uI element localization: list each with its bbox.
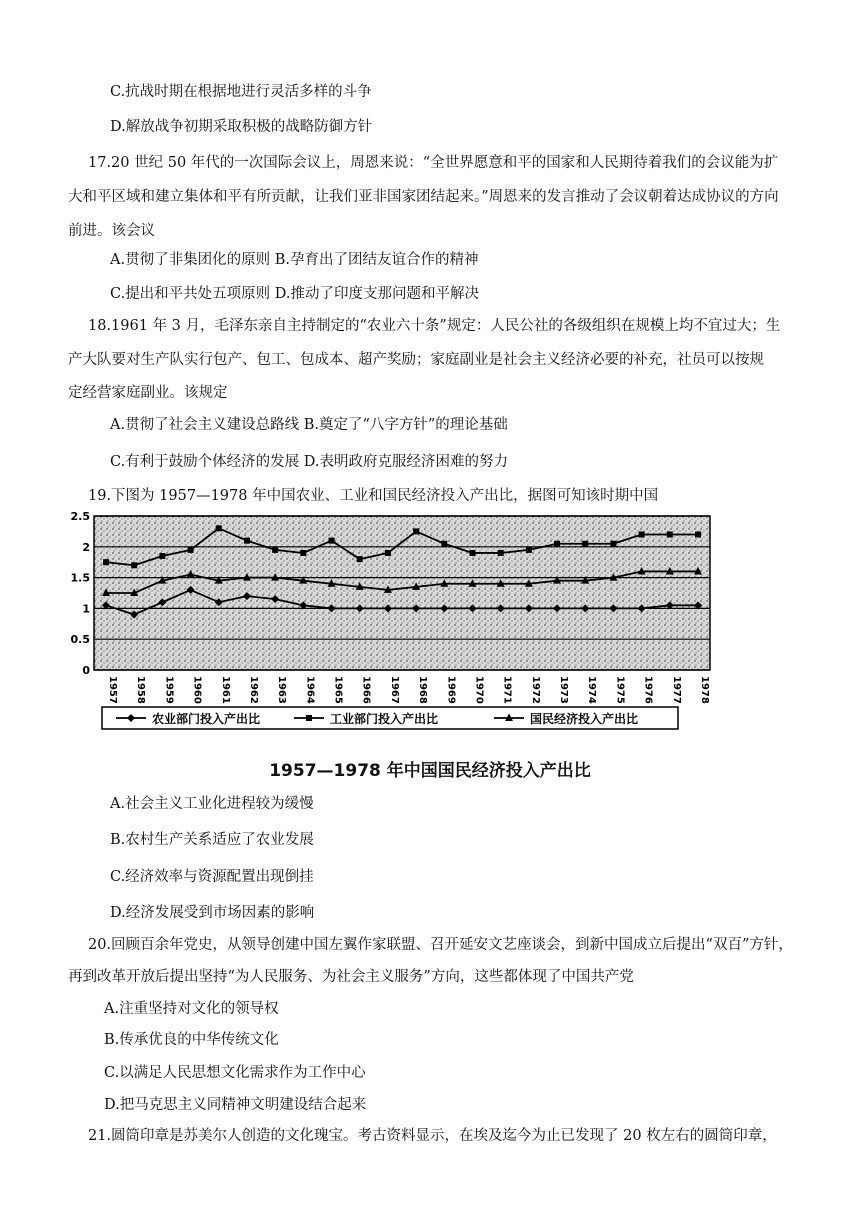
q17-options-row-2: C.提出和平共处五项原则 D.推动了印度支那问题和平解决 [110,286,480,302]
data-point [639,531,645,537]
data-point [131,562,137,568]
x-tick-label: 1961 [219,676,231,704]
plot-area [94,516,710,670]
x-tick-label: 1964 [304,676,316,704]
x-tick-label: 1974 [586,676,598,704]
q19-option-d: D.经济发展受到市场因素的影响 [110,905,315,921]
data-point [667,531,673,537]
legend-label: 国民经济投入产出比 [530,712,639,726]
x-tick-label: 1968 [417,676,429,704]
data-point [272,547,278,553]
data-point [159,553,165,559]
y-tick-label: 1 [82,602,90,616]
data-point [103,559,109,565]
q17-stem-line-1: 17.20 世纪 50 年代的一次国际会议上，周恩来说：“全世界愿意和平的国家和人民期待着我们的会议能为扩 [88,155,779,171]
x-tick-label: 1976 [642,676,654,704]
data-point [498,550,504,556]
data-point [244,538,250,544]
data-point [385,550,391,556]
q21-stem-line-1: 21.圆筒印章是苏美尔人创造的文化瑰宝。考古资料显示，在埃及迄今为止已发现了 20 枚左右的圆筒印章， [88,1128,777,1144]
x-tick-label: 1959 [163,676,175,704]
q18-stem-line-1: 18.1961 年 3 月，毛泽东亲自主持制定的“农业六十条”规定：人民公社的各级组织在规模上均不宜过大；生 [88,318,781,334]
data-point [441,541,447,547]
q18-options-row-2: C.有利于鼓励个体经济的发展 D.表明政府克服经济困难的努力 [110,454,509,470]
data-point [329,538,335,544]
y-tick-label: 0 [82,664,90,677]
q19-option-b: B.农村生产关系适应了农业发展 [110,832,314,848]
q20-option-b: B.传承优良的中华传统文化 [104,1032,279,1048]
x-tick-label: 1965 [332,676,344,704]
x-tick-label: 1966 [360,676,372,704]
q19-stem: 19.下图为 1957—1978 年中国农业、工业和国民经济投入产出比，据图可知该时期中国 [88,488,659,504]
data-point [413,528,419,534]
q19-option-a: A.社会主义工业化进程较为缓慢 [110,796,314,812]
y-tick-label: 2 [82,540,90,554]
data-point [469,550,475,556]
data-point [300,550,306,556]
x-tick-label: 1957 [107,676,118,704]
q20-stem-line-2: 再到改革开放后提出坚持“为人民服务、为社会主义服务”方向，这些都体现了中国共产党 [68,969,634,985]
legend-label: 农业部门投入产出比 [152,712,261,726]
y-tick-label: 0.5 [70,633,90,647]
data-point [188,547,194,553]
x-tick-label: 1967 [388,676,400,704]
data-point [216,525,222,531]
q18-stem-line-2: 产大队要对生产队实行包产、包工、包成本、超产奖励；家庭副业是社会主义经济必要的补充，社员可以按规 [68,352,764,368]
x-tick-label: 1977 [670,676,682,704]
q20-stem-line-1: 20.回顾百余年党史，从领导创建中国左翼作家联盟、召开延安文艺座谈会，到新中国成立后提出“双百”方针， [88,937,793,953]
x-tick-label: 1975 [614,676,626,704]
data-point [306,715,312,721]
data-point [695,531,701,537]
x-tick-label: 1972 [529,676,541,704]
x-tick-label: 1978 [699,676,710,704]
q20-option-a: A.注重坚持对文化的领导权 [104,1001,279,1017]
q16-option-c: C.抗战时期在根据地进行灵活多样的斗争 [110,84,372,100]
x-tick-label: 1962 [247,676,259,704]
q17-stem-line-2: 大和平区域和建立集体和平有所贡献，让我们亚非国家团结起来。”周恩来的发言推动了会议朝着达成协议的方向 [68,189,779,205]
q19-option-c: C.经济效率与资源配置出现倒挂 [110,869,314,885]
y-tick-label: 1.5 [70,571,90,585]
q17-options-row-1: A.贯彻了非集团化的原则 B.孕育出了团结友谊合作的精神 [110,252,479,268]
y-tick-label: 2.5 [70,510,90,523]
q17-stem-line-3: 前进。该会议 [68,223,155,239]
x-tick-label: 1960 [191,676,203,704]
q20-option-d: D.把马克思主义同精神文明建设结合起来 [104,1097,367,1113]
q20-option-c: C.以满足人民思想文化需求作为工作中心 [104,1065,366,1081]
q18-stem-line-3: 定经营家庭副业。该规定 [68,385,228,401]
x-tick-label: 1969 [445,676,457,704]
x-tick-label: 1971 [501,676,513,704]
data-point [610,541,616,547]
x-tick-label: 1973 [558,676,570,704]
data-point [357,556,363,562]
data-point [526,547,532,553]
io-ratio-line-chart [64,510,724,748]
chart-caption: 1957—1978 年中国国民经济投入产出比 [269,761,591,781]
q18-options-row-1: A.贯彻了社会主义建设总路线 B.奠定了“八字方针”的理论基础 [110,417,508,433]
q16-option-d: D.解放战争初期采取积极的战略防御方针 [110,119,373,135]
data-point [582,541,588,547]
data-point [554,541,560,547]
x-tick-label: 1958 [135,676,147,704]
x-tick-label: 1963 [276,676,288,704]
x-tick-label: 1970 [473,676,485,704]
legend-label: 工业部门投入产出比 [330,712,439,726]
